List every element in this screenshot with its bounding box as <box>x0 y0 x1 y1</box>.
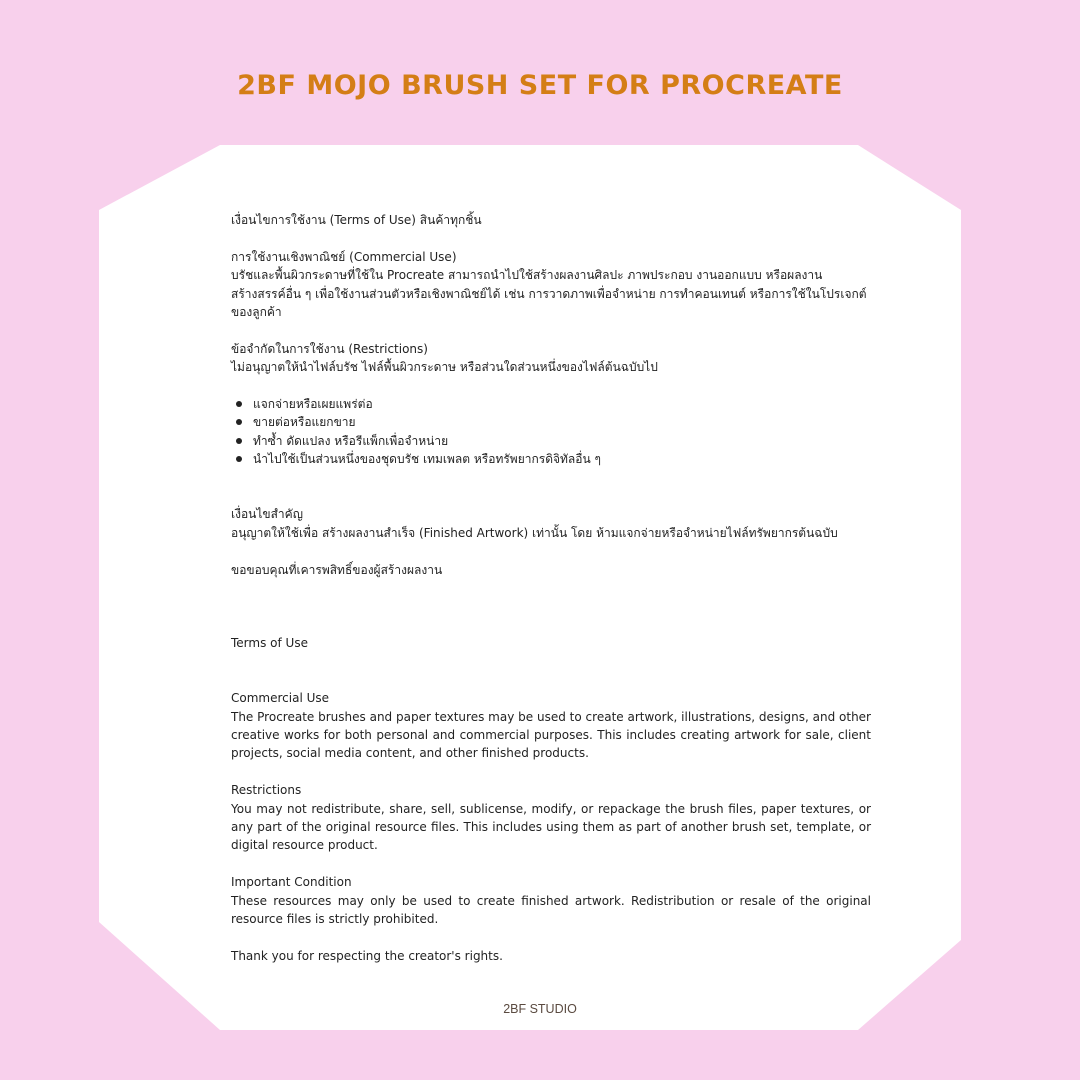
list-item: แจกจ่ายหรือเผยแพร่ต่อ <box>231 395 871 413</box>
thai-restrictions-body: ไม่อนุญาตให้นำไฟล์บรัช ไฟล์พื้นผิวกระดาษ หรือส่วนใดส่วนหนึ่งของไฟล์ต้นฉบับไป <box>231 360 658 375</box>
bullet-icon <box>236 438 242 444</box>
english-thanks: Thank you for respecting the creator's rights. <box>231 948 503 963</box>
english-terms-heading: Terms of Use <box>231 636 308 650</box>
thai-restrictions-list <box>231 395 871 469</box>
list-item: นำไปใช้เป็นส่วนหนึ่งของชุดบรัช เทมเพลต หรือทรัพยากรดิจิทัลอื่น ๆ <box>231 450 871 468</box>
english-restrictions-body: You may not redistribute, share, sell, sublicense, modify, or repackage the brush files, paper textures, or any part of the original resource files. This includes using them as part of another brush set, template, or digital resource product. <box>231 801 871 853</box>
thai-terms-heading: เงื่อนไขการใช้งาน (Terms of Use) สินค้าทุกชิ้น <box>231 213 482 227</box>
thai-condition-heading: เงื่อนไขสำคัญ <box>231 507 303 522</box>
thai-commercial-heading: การใช้งานเชิงพาณิชย์ (Commercial Use) <box>231 249 457 264</box>
page-title: 2BF MOJO BRUSH SET FOR PROCREATE <box>237 70 843 101</box>
footer-studio-name: 2BF STUDIO <box>503 1002 577 1016</box>
list-item: ขายต่อหรือแยกขาย <box>231 413 871 431</box>
list-item: ทำซ้ำ ดัดแปลง หรือรีแพ็กเพื่อจำหน่าย <box>231 432 871 450</box>
english-commercial-heading: Commercial Use <box>231 691 330 706</box>
bullet-icon <box>236 456 242 462</box>
english-restrictions-heading: Restrictions <box>231 783 302 798</box>
english-condition-heading: Important Condition <box>231 875 352 890</box>
english-condition-body: These resources may only be used to create finished artwork. Redistribution or resale of the original resource files is strictly prohibited. <box>231 893 871 927</box>
english-commercial-body: The Procreate brushes and paper textures may be used to create artwork, illustrations, designs, and other creative works for both personal and commercial purposes. This includes creating artwork for sale, client projects, social media content, and other finished products. <box>231 709 871 761</box>
thai-restrictions-heading: ข้อจำกัดในการใช้งาน (Restrictions) <box>231 341 428 356</box>
thai-condition-body: อนุญาตให้ใช้เพื่อ สร้างผลงานสำเร็จ (Finished Artwork) เท่านั้น โดย ห้ามแจกจ่ายหรือจำหน่ายไฟล์ทรัพยากรต้นฉบับ <box>231 525 838 540</box>
thai-terms-section <box>231 211 871 579</box>
thai-commercial-body: บรัชและพื้นผิวกระดาษที่ใช้ใน Procreate สามารถนำไปใช้สร้างผลงานศิลปะ ภาพประกอบ งานออกแบบ หรือผลงานสร้างสรรค์อื่น ๆ เพื่อใช้งานส่วนตัวหรือเชิงพาณิชย์ได้ เช่น การวาดภาพเพื่อจำหน่าย การทำคอนเทนต์ หรือการใช้ในโปรเจกต์ของลูกค้า <box>231 268 867 320</box>
thai-thanks: ขอขอบคุณที่เคารพสิทธิ์ของผู้สร้างผลงาน <box>231 562 443 577</box>
bullet-icon <box>236 419 242 425</box>
english-terms-section <box>231 634 871 965</box>
bullet-icon <box>236 401 242 407</box>
